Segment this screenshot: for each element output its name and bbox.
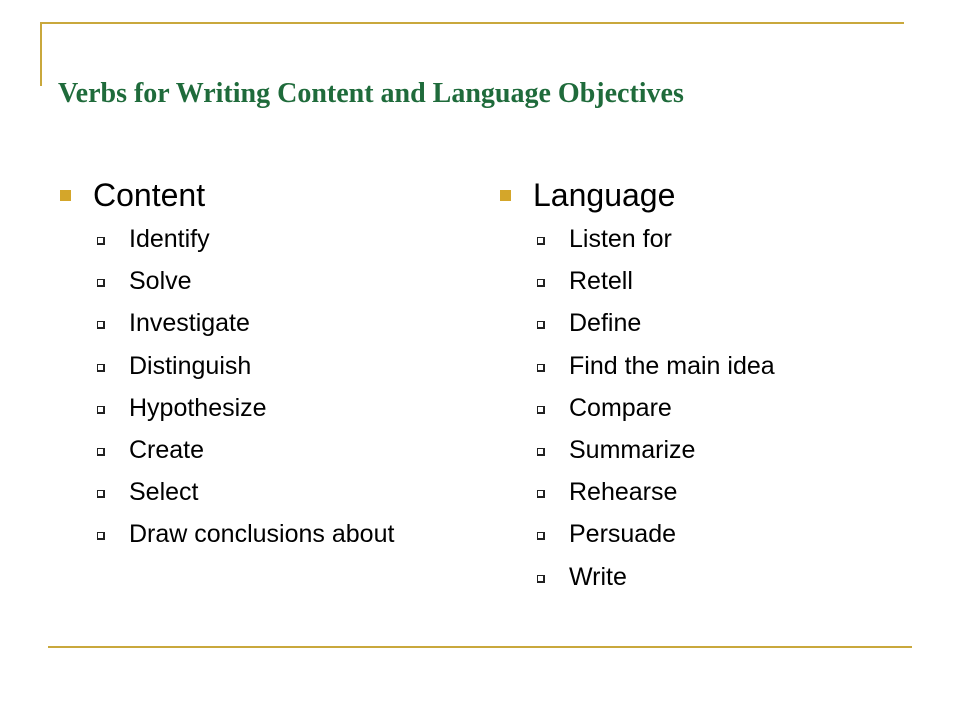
list-item-label: Draw conclusions about bbox=[129, 520, 395, 549]
language-verb-list bbox=[498, 218, 898, 598]
list-item-label: Define bbox=[569, 309, 642, 338]
list-item-label: Listen for bbox=[569, 225, 672, 254]
hollow-square-bullet-icon bbox=[97, 237, 105, 245]
list-item bbox=[498, 345, 898, 387]
content-heading-row bbox=[58, 174, 458, 216]
slide-title: Verbs for Writing Content and Language Objectives bbox=[58, 78, 684, 109]
language-heading: Language bbox=[533, 177, 676, 213]
hollow-square-bullet-icon bbox=[97, 279, 105, 287]
list-item-label: Select bbox=[129, 478, 199, 507]
hollow-square-bullet-icon bbox=[97, 364, 105, 372]
list-item-label: Persuade bbox=[569, 520, 677, 549]
list-item bbox=[58, 345, 458, 387]
list-item-label: Investigate bbox=[129, 309, 250, 338]
hollow-square-bullet-icon bbox=[97, 321, 105, 329]
list-item bbox=[498, 260, 898, 302]
list-item-label: Create bbox=[129, 436, 205, 465]
list-item bbox=[498, 471, 898, 513]
hollow-square-bullet-icon bbox=[537, 364, 545, 372]
hollow-square-bullet-icon bbox=[537, 532, 545, 540]
hollow-square-bullet-icon bbox=[97, 532, 105, 540]
list-item-label: Retell bbox=[569, 267, 633, 296]
hollow-square-bullet-icon bbox=[97, 406, 105, 414]
language-column bbox=[498, 174, 898, 598]
list-item bbox=[498, 556, 898, 598]
list-item bbox=[498, 218, 898, 260]
hollow-square-bullet-icon bbox=[537, 279, 545, 287]
list-item bbox=[58, 302, 458, 344]
left-border-line bbox=[40, 22, 42, 86]
list-item bbox=[58, 513, 458, 555]
hollow-square-bullet-icon bbox=[537, 575, 545, 583]
list-item bbox=[498, 302, 898, 344]
list-item bbox=[58, 471, 458, 513]
hollow-square-bullet-icon bbox=[537, 406, 545, 414]
list-item bbox=[498, 387, 898, 429]
list-item-label: Find the main idea bbox=[569, 351, 775, 380]
list-item-label: Solve bbox=[129, 267, 192, 296]
list-item-label: Write bbox=[569, 562, 627, 591]
list-item-label: Hypothesize bbox=[129, 393, 267, 422]
square-bullet-icon bbox=[500, 190, 511, 201]
list-item-label: Identify bbox=[129, 225, 210, 254]
list-item-label: Rehearse bbox=[569, 478, 678, 507]
square-bullet-icon bbox=[60, 190, 71, 201]
list-item bbox=[58, 429, 458, 471]
list-item-label: Distinguish bbox=[129, 351, 252, 380]
list-item bbox=[498, 513, 898, 555]
content-verb-list bbox=[58, 218, 458, 556]
list-item-label: Compare bbox=[569, 393, 672, 422]
list-item bbox=[498, 429, 898, 471]
hollow-square-bullet-icon bbox=[537, 237, 545, 245]
hollow-square-bullet-icon bbox=[537, 321, 545, 329]
hollow-square-bullet-icon bbox=[537, 490, 545, 498]
list-item bbox=[58, 260, 458, 302]
list-item bbox=[58, 387, 458, 429]
top-border-line bbox=[40, 22, 904, 24]
content-heading: Content bbox=[93, 177, 206, 213]
hollow-square-bullet-icon bbox=[97, 448, 105, 456]
language-heading-row bbox=[498, 174, 898, 216]
list-item bbox=[58, 218, 458, 260]
content-column bbox=[58, 174, 458, 556]
hollow-square-bullet-icon bbox=[537, 448, 545, 456]
hollow-square-bullet-icon bbox=[97, 490, 105, 498]
list-item-label: Summarize bbox=[569, 436, 696, 465]
bottom-border-line bbox=[48, 646, 912, 648]
